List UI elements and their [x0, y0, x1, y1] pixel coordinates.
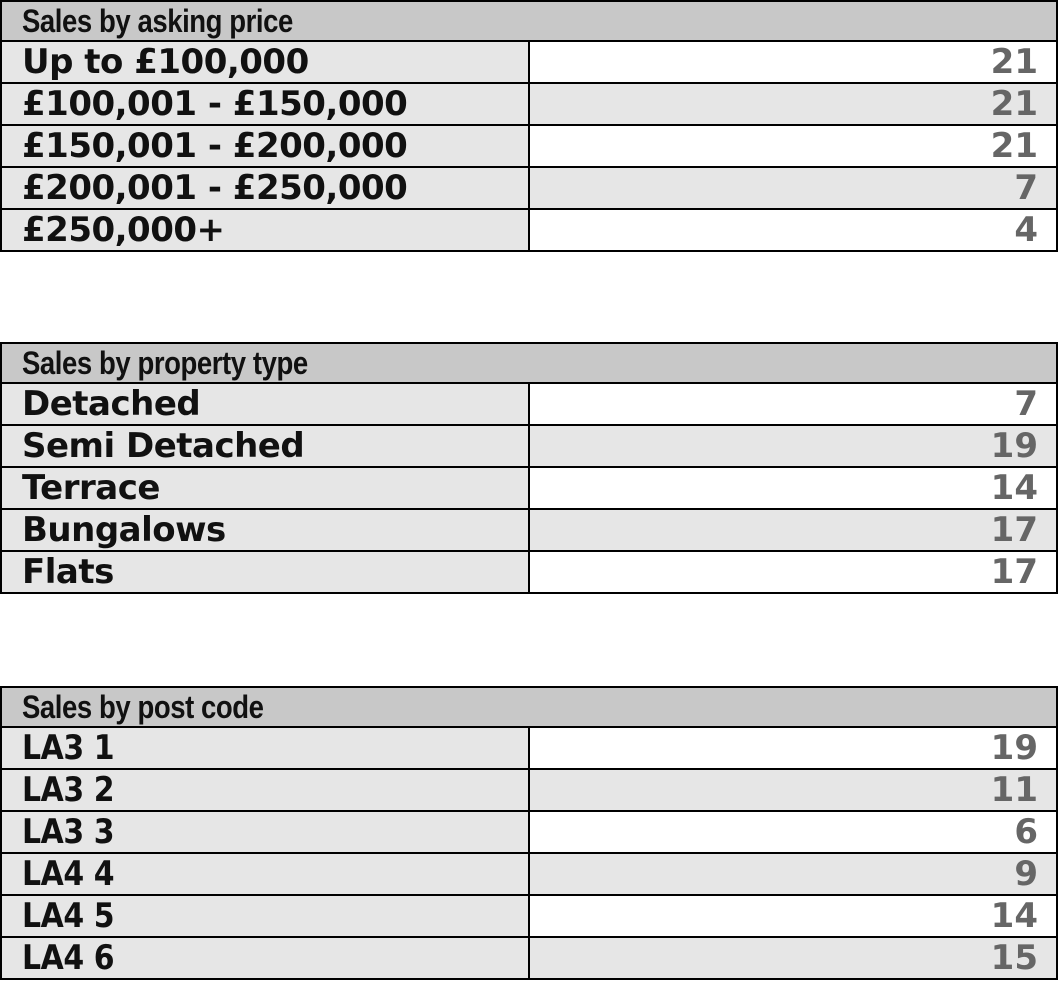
row-label: Detached	[1, 383, 529, 425]
table-title-text: Sales by asking price	[22, 2, 293, 39]
table-row	[1, 425, 1057, 467]
row-label	[1, 895, 529, 937]
row-label: Terrace	[1, 467, 529, 509]
row-value: 14	[529, 467, 1057, 509]
row-label: £100,001 - £150,000	[1, 83, 529, 125]
row-value: 11	[529, 769, 1057, 811]
row-label: Up to £100,000	[1, 41, 529, 83]
table-row	[1, 937, 1057, 979]
table-row	[1, 83, 1057, 125]
table-row	[1, 895, 1057, 937]
row-value: 4	[529, 209, 1057, 251]
table-row	[1, 811, 1057, 853]
table-row	[1, 509, 1057, 551]
row-value: 21	[529, 83, 1057, 125]
row-value: 7	[529, 383, 1057, 425]
row-label-text: LA4 5	[22, 896, 115, 936]
table-row	[1, 167, 1057, 209]
post-code-table	[0, 686, 1058, 980]
row-label: £250,000+	[1, 209, 529, 251]
row-value: 15	[529, 937, 1057, 979]
table-row	[1, 209, 1057, 251]
table-row	[1, 769, 1057, 811]
row-value: 21	[529, 41, 1057, 83]
table-header-row	[1, 687, 1057, 727]
row-value: 19	[529, 727, 1057, 769]
table-row	[1, 383, 1057, 425]
table-row	[1, 125, 1057, 167]
table-row	[1, 853, 1057, 895]
row-value: 14	[529, 895, 1057, 937]
table-title	[1, 687, 1057, 727]
row-label: Flats	[1, 551, 529, 593]
table-row	[1, 727, 1057, 769]
row-label	[1, 853, 529, 895]
table-title-text: Sales by post code	[22, 688, 264, 725]
row-value: 17	[529, 509, 1057, 551]
table-row	[1, 551, 1057, 593]
table-title-text: Sales by property type	[22, 344, 308, 381]
property-type-table	[0, 342, 1058, 594]
table-title	[1, 1, 1057, 41]
table-title	[1, 343, 1057, 383]
row-label-text: LA3 2	[22, 770, 115, 810]
row-value: 6	[529, 811, 1057, 853]
table-header-row	[1, 1, 1057, 41]
table-row	[1, 467, 1057, 509]
row-value: 7	[529, 167, 1057, 209]
table-row	[1, 41, 1057, 83]
row-value: 21	[529, 125, 1057, 167]
table-header-row	[1, 343, 1057, 383]
row-label	[1, 769, 529, 811]
row-label-text: LA3 3	[22, 812, 115, 852]
row-label-text: LA4 4	[22, 854, 115, 894]
row-label-text: LA3 1	[22, 728, 115, 768]
row-label-text: LA4 6	[22, 938, 115, 978]
row-label: £150,001 - £200,000	[1, 125, 529, 167]
row-value: 9	[529, 853, 1057, 895]
row-value: 17	[529, 551, 1057, 593]
asking-price-table	[0, 0, 1058, 252]
row-label	[1, 811, 529, 853]
row-label: £200,001 - £250,000	[1, 167, 529, 209]
row-label: Bungalows	[1, 509, 529, 551]
row-label	[1, 727, 529, 769]
row-label: Semi Detached	[1, 425, 529, 467]
row-label	[1, 937, 529, 979]
row-value: 19	[529, 425, 1057, 467]
